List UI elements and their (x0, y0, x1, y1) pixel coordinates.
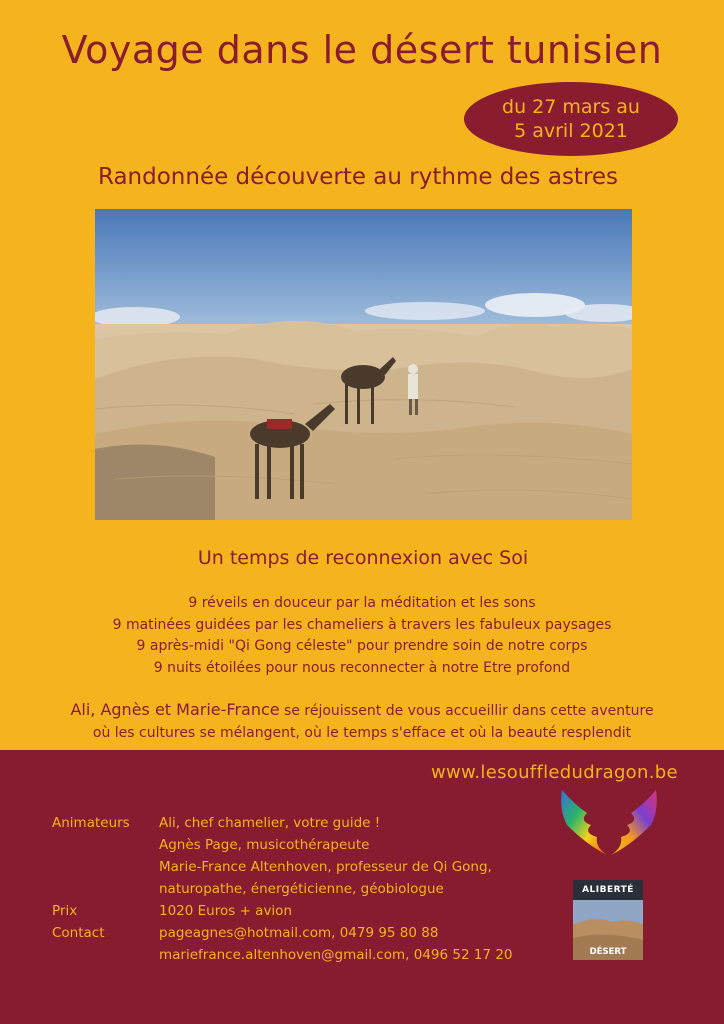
animateur-line: Agnès Page, musicothérapeute (159, 837, 370, 853)
subtitle: Randonnée découverte au rythme des astres (97, 164, 619, 190)
prix-value: 1020 Euros + avion (159, 903, 293, 919)
page-title: Voyage dans le désert tunisien (61, 28, 663, 72)
date-line-2: 5 avril 2021 (514, 120, 628, 142)
welcome-line-1-rest: se réjouissent de vous accueillir dans cette aventure (279, 703, 654, 719)
contact-line[interactable]: pageagnes@hotmail.com, 0479 95 80 88 (159, 925, 439, 941)
contact-label: Contact (52, 925, 105, 941)
prix-label: Prix (52, 903, 78, 919)
book-subtitle: DÉSERT (589, 947, 627, 957)
animateur-line: Marie-France Altenhoven, professeur de Qi Gong, (159, 859, 492, 875)
date-badge (464, 82, 678, 156)
program-item: 9 après-midi "Qi Gong céleste" pour prendre soin de notre corps (136, 638, 588, 654)
host-names: Ali, Agnès et Marie-France (70, 700, 280, 719)
dragon-wings-logo (557, 785, 661, 863)
contact-line[interactable]: mariefrance.altenhoven@gmail.com, 0496 52 17 20 (159, 947, 513, 963)
website-link[interactable]: www.lesouffledudragon.be (431, 762, 678, 783)
welcome-line-1 (0, 699, 724, 723)
program-item: 9 matinées guidées par les chameliers à travers les fabuleux paysages (112, 616, 612, 633)
book-title: ALIBERTÉ (582, 885, 634, 895)
program-item: 9 réveils en douceur par la méditation et les sons (188, 595, 536, 611)
desert-photo (95, 209, 632, 520)
section-title: Un temps de reconnexion avec Soi (197, 547, 529, 569)
animateurs-label: Animateurs (52, 815, 130, 831)
book-cover (573, 880, 643, 960)
welcome-text (0, 699, 724, 744)
animateur-line: Ali, chef chamelier, votre guide ! (159, 815, 381, 831)
program-list (0, 593, 724, 679)
program-item: 9 nuits étoilées pour nous reconnecter à notre Etre profond (153, 659, 571, 676)
welcome-line-2: où les cultures se mélangent, où le temps s'efface et où la beauté resplendit (92, 724, 632, 741)
animateur-line: naturopathe, énergéticienne, géobiologue (159, 881, 444, 897)
date-line-1: du 27 mars au (502, 96, 640, 118)
